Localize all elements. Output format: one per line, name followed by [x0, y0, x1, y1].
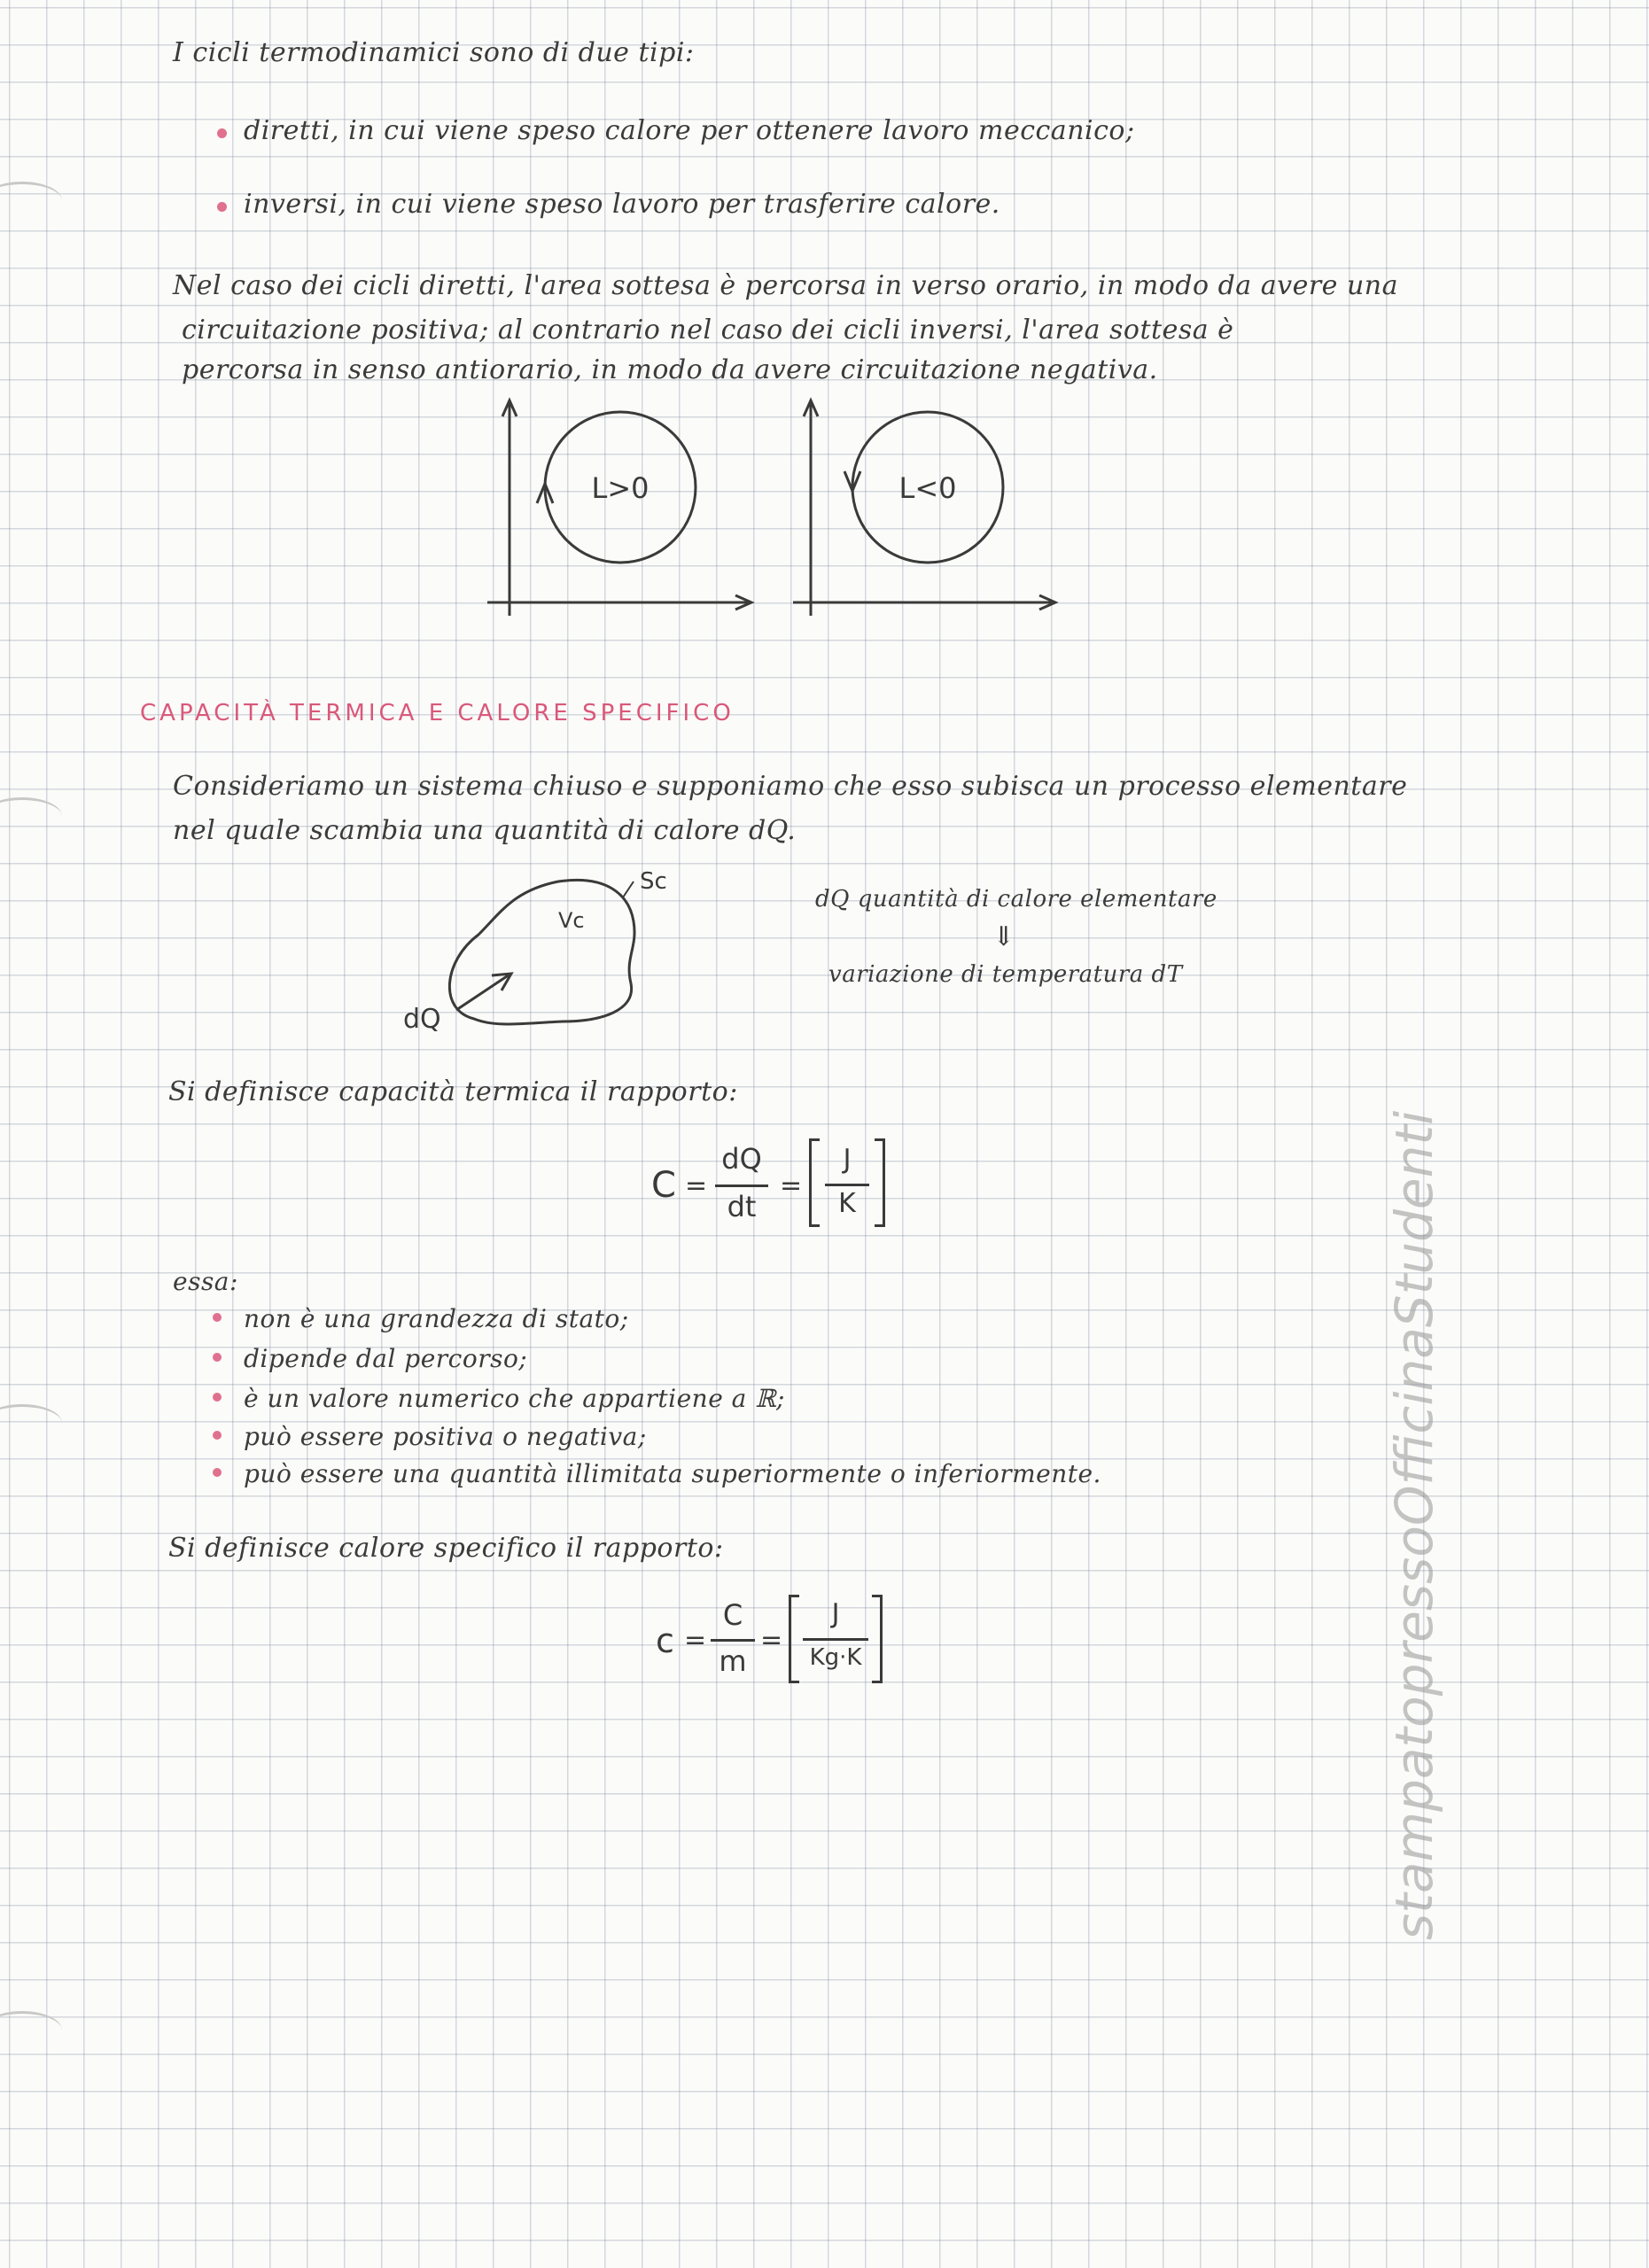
diagram-note-heat: dQ quantità di calore elementare [815, 886, 1217, 913]
specific-heat-definition: Si definisce calore specifico il rapporto: [168, 1533, 724, 1564]
equals-sign: = [685, 1170, 708, 1201]
binder-hole-3 [0, 1404, 62, 1442]
paragraph-line-1: Nel caso dei cicli diretti, l'area sottesa è percorsa in verso orario, in modo da avere una [173, 270, 1398, 301]
heat-arrow-icon [456, 975, 509, 1010]
property-item-2: dipende dal percorso; [244, 1344, 528, 1373]
equals-sign: = [684, 1625, 707, 1656]
specific-heat-denominator: m [719, 1644, 747, 1678]
equals-sign: = [780, 1170, 803, 1201]
bullet-dot [217, 202, 227, 212]
surface-label: Sc [640, 868, 667, 895]
bullet-dot [213, 1313, 222, 1322]
cycle-diagram-clockwise [487, 400, 751, 616]
cycle-label-negative: L<0 [898, 471, 957, 505]
binder-hole-2 [0, 797, 62, 835]
unit-fraction-bar [803, 1638, 868, 1641]
section-intro-line-2: nel quale scambia una quantità di calore dQ. [173, 815, 797, 846]
capacity-symbol: C [651, 1165, 676, 1206]
intro-bullet-inverse: inversi, in cui viene speso lavoro per trasferire calore. [244, 189, 1000, 220]
bullet-dot [213, 1468, 222, 1477]
fraction-bar [715, 1184, 768, 1187]
property-item-5: può essere una quantità illimitata superiormente o inferiormente. [244, 1459, 1101, 1488]
specific-heat-symbol: c [656, 1621, 674, 1660]
implies-arrow-icon: ⇓ [992, 921, 1015, 952]
property-item-4: può essere positiva o negativa; [244, 1422, 647, 1451]
volume-label: Vc [558, 908, 585, 933]
bullet-dot [213, 1393, 222, 1402]
cycle-label-positive: L>0 [591, 471, 649, 505]
bullet-dot [213, 1431, 222, 1440]
paragraph-line-3: percorsa in senso antiorario, in modo da avere circuitazione negativa. [182, 354, 1158, 385]
heat-label: dQ [403, 1004, 441, 1035]
fraction-bar [711, 1639, 755, 1642]
specific-heat-formula [656, 1595, 922, 1692]
closed-system-diagram [390, 855, 691, 1050]
bullet-dot [213, 1353, 222, 1362]
cycle-diagrams [478, 390, 1081, 638]
binder-hole-4 [0, 2011, 62, 2049]
system-boundary-shape [449, 880, 634, 1024]
binder-hole-1 [0, 182, 62, 220]
unit-fraction-bar [825, 1184, 869, 1186]
bullet-dot [217, 128, 227, 138]
specific-heat-unit-numerator: J [831, 1598, 840, 1629]
capacity-formula [651, 1138, 917, 1236]
equals-sign: = [760, 1625, 783, 1656]
properties-intro: essa: [173, 1267, 238, 1296]
watermark: stampatopressoOfficinaStudenti [1384, 1110, 1444, 1940]
paragraph-line-2: circuitazione positiva; al contrario nel caso dei cicli inversi, l'area sottesa è [182, 315, 1234, 346]
specific-heat-unit-denominator: Kg·K [809, 1644, 862, 1671]
capacity-numerator: dQ [721, 1142, 762, 1176]
property-item-3: è un valore numerico che appartiene a ℝ; [244, 1384, 785, 1413]
intro-line: I cicli termodinamici sono di due tipi: [173, 37, 695, 68]
specific-heat-numerator: C [722, 1598, 743, 1632]
section-title: CAPACITÀ TERMICA E CALORE SPECIFICO [140, 700, 735, 726]
capacity-unit-denominator: K [838, 1188, 856, 1219]
intro-bullet-direct: diretti, in cui viene speso calore per ottenere lavoro meccanico; [244, 115, 1135, 146]
capacity-definition: Si definisce capacità termica il rapporto: [168, 1076, 738, 1107]
cycle-diagram-counterclockwise [793, 400, 1055, 616]
property-item-1: non è una grandezza di stato; [244, 1304, 629, 1333]
capacity-unit-numerator: J [843, 1144, 852, 1175]
diagram-note-temperature: variazione di temperatura dT [828, 961, 1183, 988]
capacity-denominator: dt [727, 1190, 757, 1223]
section-intro-line-1: Consideriamo un sistema chiuso e supponiamo che esso subisca un processo elementare [173, 771, 1408, 802]
